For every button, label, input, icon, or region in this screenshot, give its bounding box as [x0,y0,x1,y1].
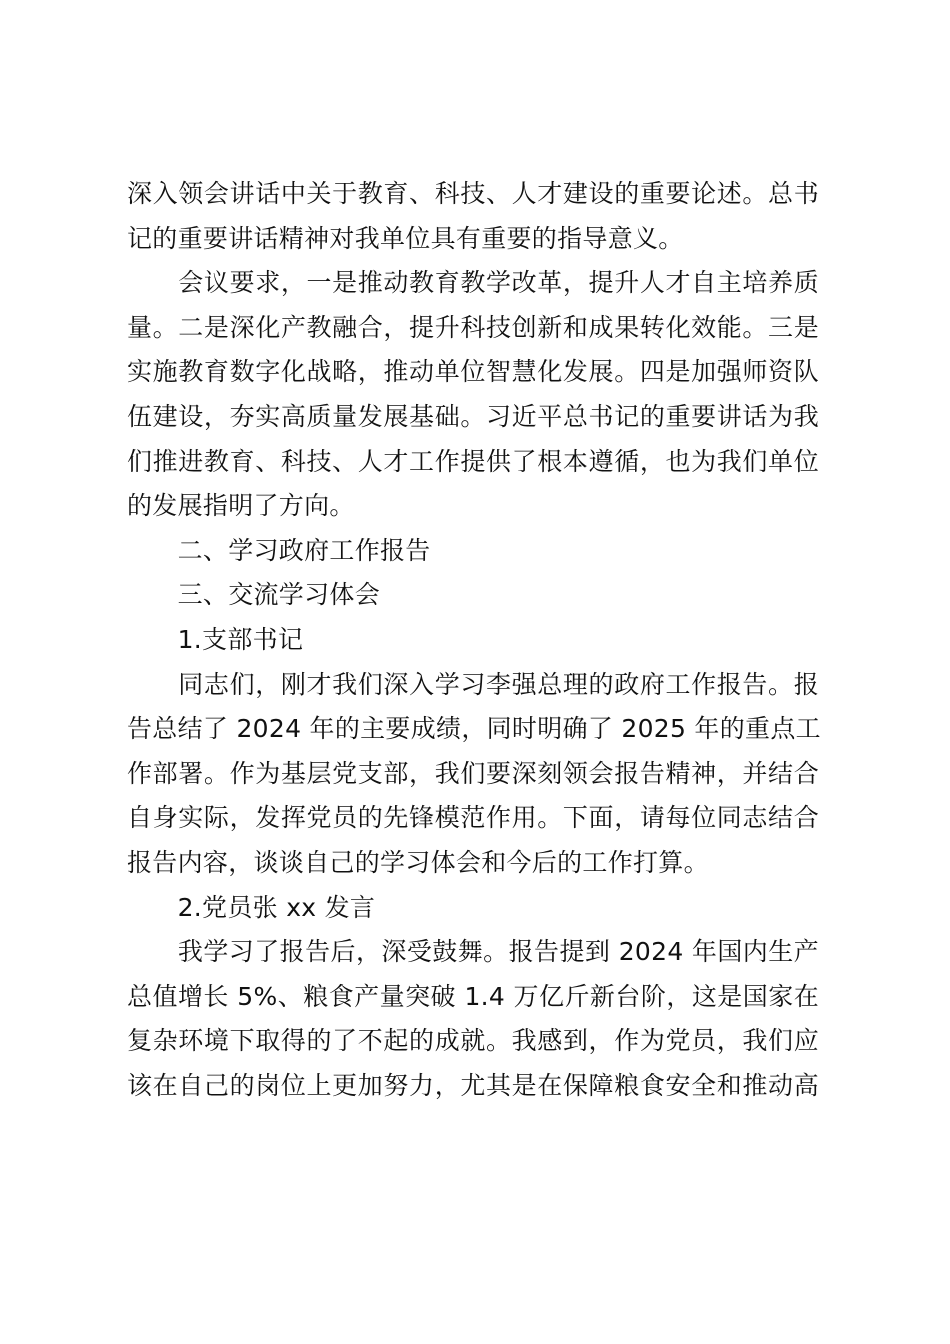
paragraph-line: 深入领会讲话中关于教育、科技、人才建设的重要论述。总书 [127,179,819,208]
subsection-heading: 1.支部书记 [127,624,304,654]
paragraph-line: 同志们，刚才我们深入学习李强总理的政府工作报告。报 [127,669,819,699]
paragraph-line: 量。二是深化产教融合，提升科技创新和成果转化效能。三是 [127,312,819,342]
paragraph-line: 作部署。作为基层党支部，我们要深刻领会报告精神，并结合 [127,758,819,788]
section-heading: 二、学习政府工作报告 [127,535,431,565]
paragraph-line: 会议要求，一是推动教育教学改革，提升人才自主培养质 [127,268,819,298]
paragraph-line: 告总结了 2024 年的主要成绩，同时明确了 2025 年的重点工 [127,714,821,744]
paragraph-line: 复杂环境下取得的了不起的成就。我感到，作为党员，我们应 [127,1026,819,1056]
paragraph-line: 该在自己的岗位上更加努力，尤其是在保障粮食安全和推动高 [127,1070,819,1100]
section-heading: 三、交流学习体会 [127,580,381,610]
subsection-heading: 2.党员张 xx 发言 [127,892,376,922]
document-body [127,172,819,1108]
paragraph-line: 实施教育数字化战略，推动单位智慧化发展。四是加强师资队 [127,357,819,387]
paragraph-line: 我学习了报告后，深受鼓舞。报告提到 2024 年国内生产 [127,937,819,967]
paragraph-line: 的发展指明了方向。 [127,491,355,521]
paragraph-line: 伍建设，夯实高质量发展基础。习近平总书记的重要讲话为我 [127,401,819,431]
paragraph-line: 报告内容，谈谈自己的学习体会和今后的工作打算。 [127,847,709,877]
paragraph-line: 记的重要讲话精神对我单位具有重要的指导意义。 [127,223,684,253]
paragraph-line: 总值增长 5%、粮食产量突破 1.4 万亿斤新台阶，这是国家在 [127,981,819,1011]
paragraph-line: 们推进教育、科技、人才工作提供了根本遵循，也为我们单位 [127,446,819,476]
paragraph-line: 自身实际，发挥党员的先锋模范作用。下面，请每位同志结合 [127,803,819,833]
